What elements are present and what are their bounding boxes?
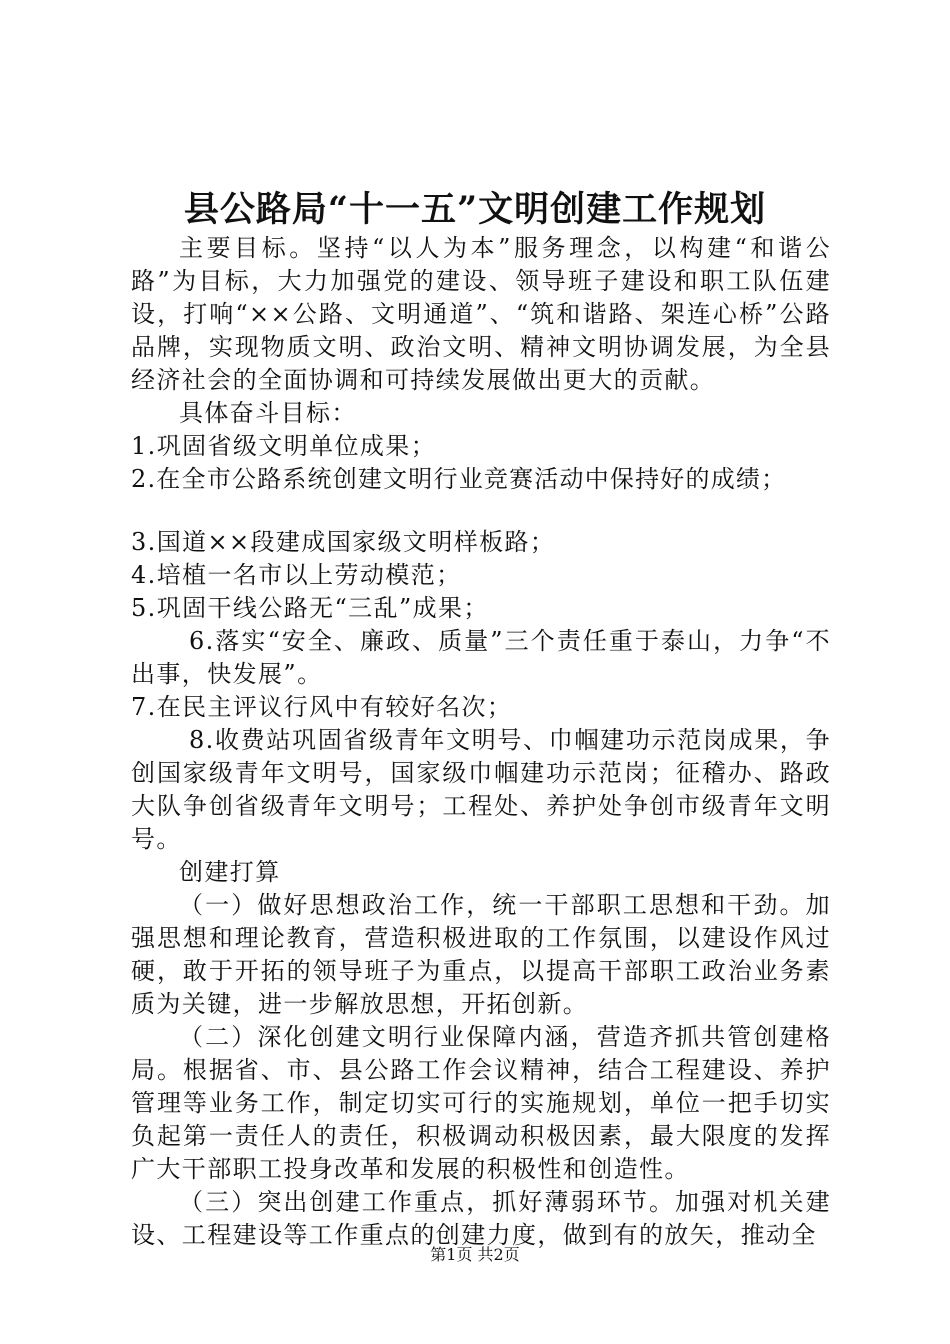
list-item: 8.收费站巩固省级青年文明号、巾帼建功示范岗成果，争创国家级青年文明号，国家级巾帼建功示范岗；征稽办、路政大队争创省级青年文明号；工程处、养护处争创市级青年文明号。 [131,726,831,853]
list-item: 1.巩固省级文明单位成果； [131,432,437,460]
paragraph-section-1: （一）做好思想政治工作，统一干部职工思想和干劲。加强思想和理论教育，营造积极进取的工作氛围，以建设作风过硬，敢于开拓的领导班子为重点，以提高干部职工政治业务素质为关键，进一步解放思想，开拓创新。 [131,891,831,1018]
paragraph-plan-heading: 创建打算 [179,858,281,886]
paragraph-specific-goals: 具体奋斗目标： [179,399,357,427]
page-footer: 第1页 共2页 [430,1245,520,1264]
list-item: 6.落实“安全、廉政、质量”三个责任重于泰山，力争“不出事，快发展”。 [131,627,831,688]
list-item: 2.在全市公路系统创建文明行业竞赛活动中保持好的成绩； [131,465,787,493]
list-item: 3.国道××段建成国家级文明样板路； [131,528,556,556]
list-item: 5.巩固干线公路无“三乱”成果； [131,594,489,622]
paragraph-main-goal: 主要目标。坚持“以人为本”服务理念，以构建“和谐公路”为目标，大力加强党的建设、领导班子建设和职工队伍建设，打响“××公路、文明通道”、“筑和谐路、架连心桥”公路品牌，实现物质文明、政治文明、精神文明协调发展，为全县经济社会的全面协调和可持续发展做出更大的贡献。 [131,234,831,394]
document-body [131,232,831,1252]
paragraph-section-2: （二）深化创建文明行业保障内涵，营造齐抓共管创建格局。根据省、市、县公路工作会议精神，结合工程建设、养护管理等业务工作，制定切实可行的实施规划，单位一把手切实负起第一责任人的责任，积极调动积极因素，最大限度的发挥广大干部职工投身改革和发展的积极性和创造性。 [131,1023,831,1183]
spacer [131,496,831,526]
list-item: 7.在民主评议行风中有较好名次； [131,693,513,721]
page-title: 县公路局“十一五”文明创建工作规划 [183,189,767,230]
list-item: 4.培植一名市以上劳动模范； [131,561,462,589]
paragraph-section-3: （三）突出创建工作重点，抓好薄弱环节。加强对机关建设、工程建设等工作重点的创建力度，做到有的放矢，推动全 [131,1188,831,1249]
